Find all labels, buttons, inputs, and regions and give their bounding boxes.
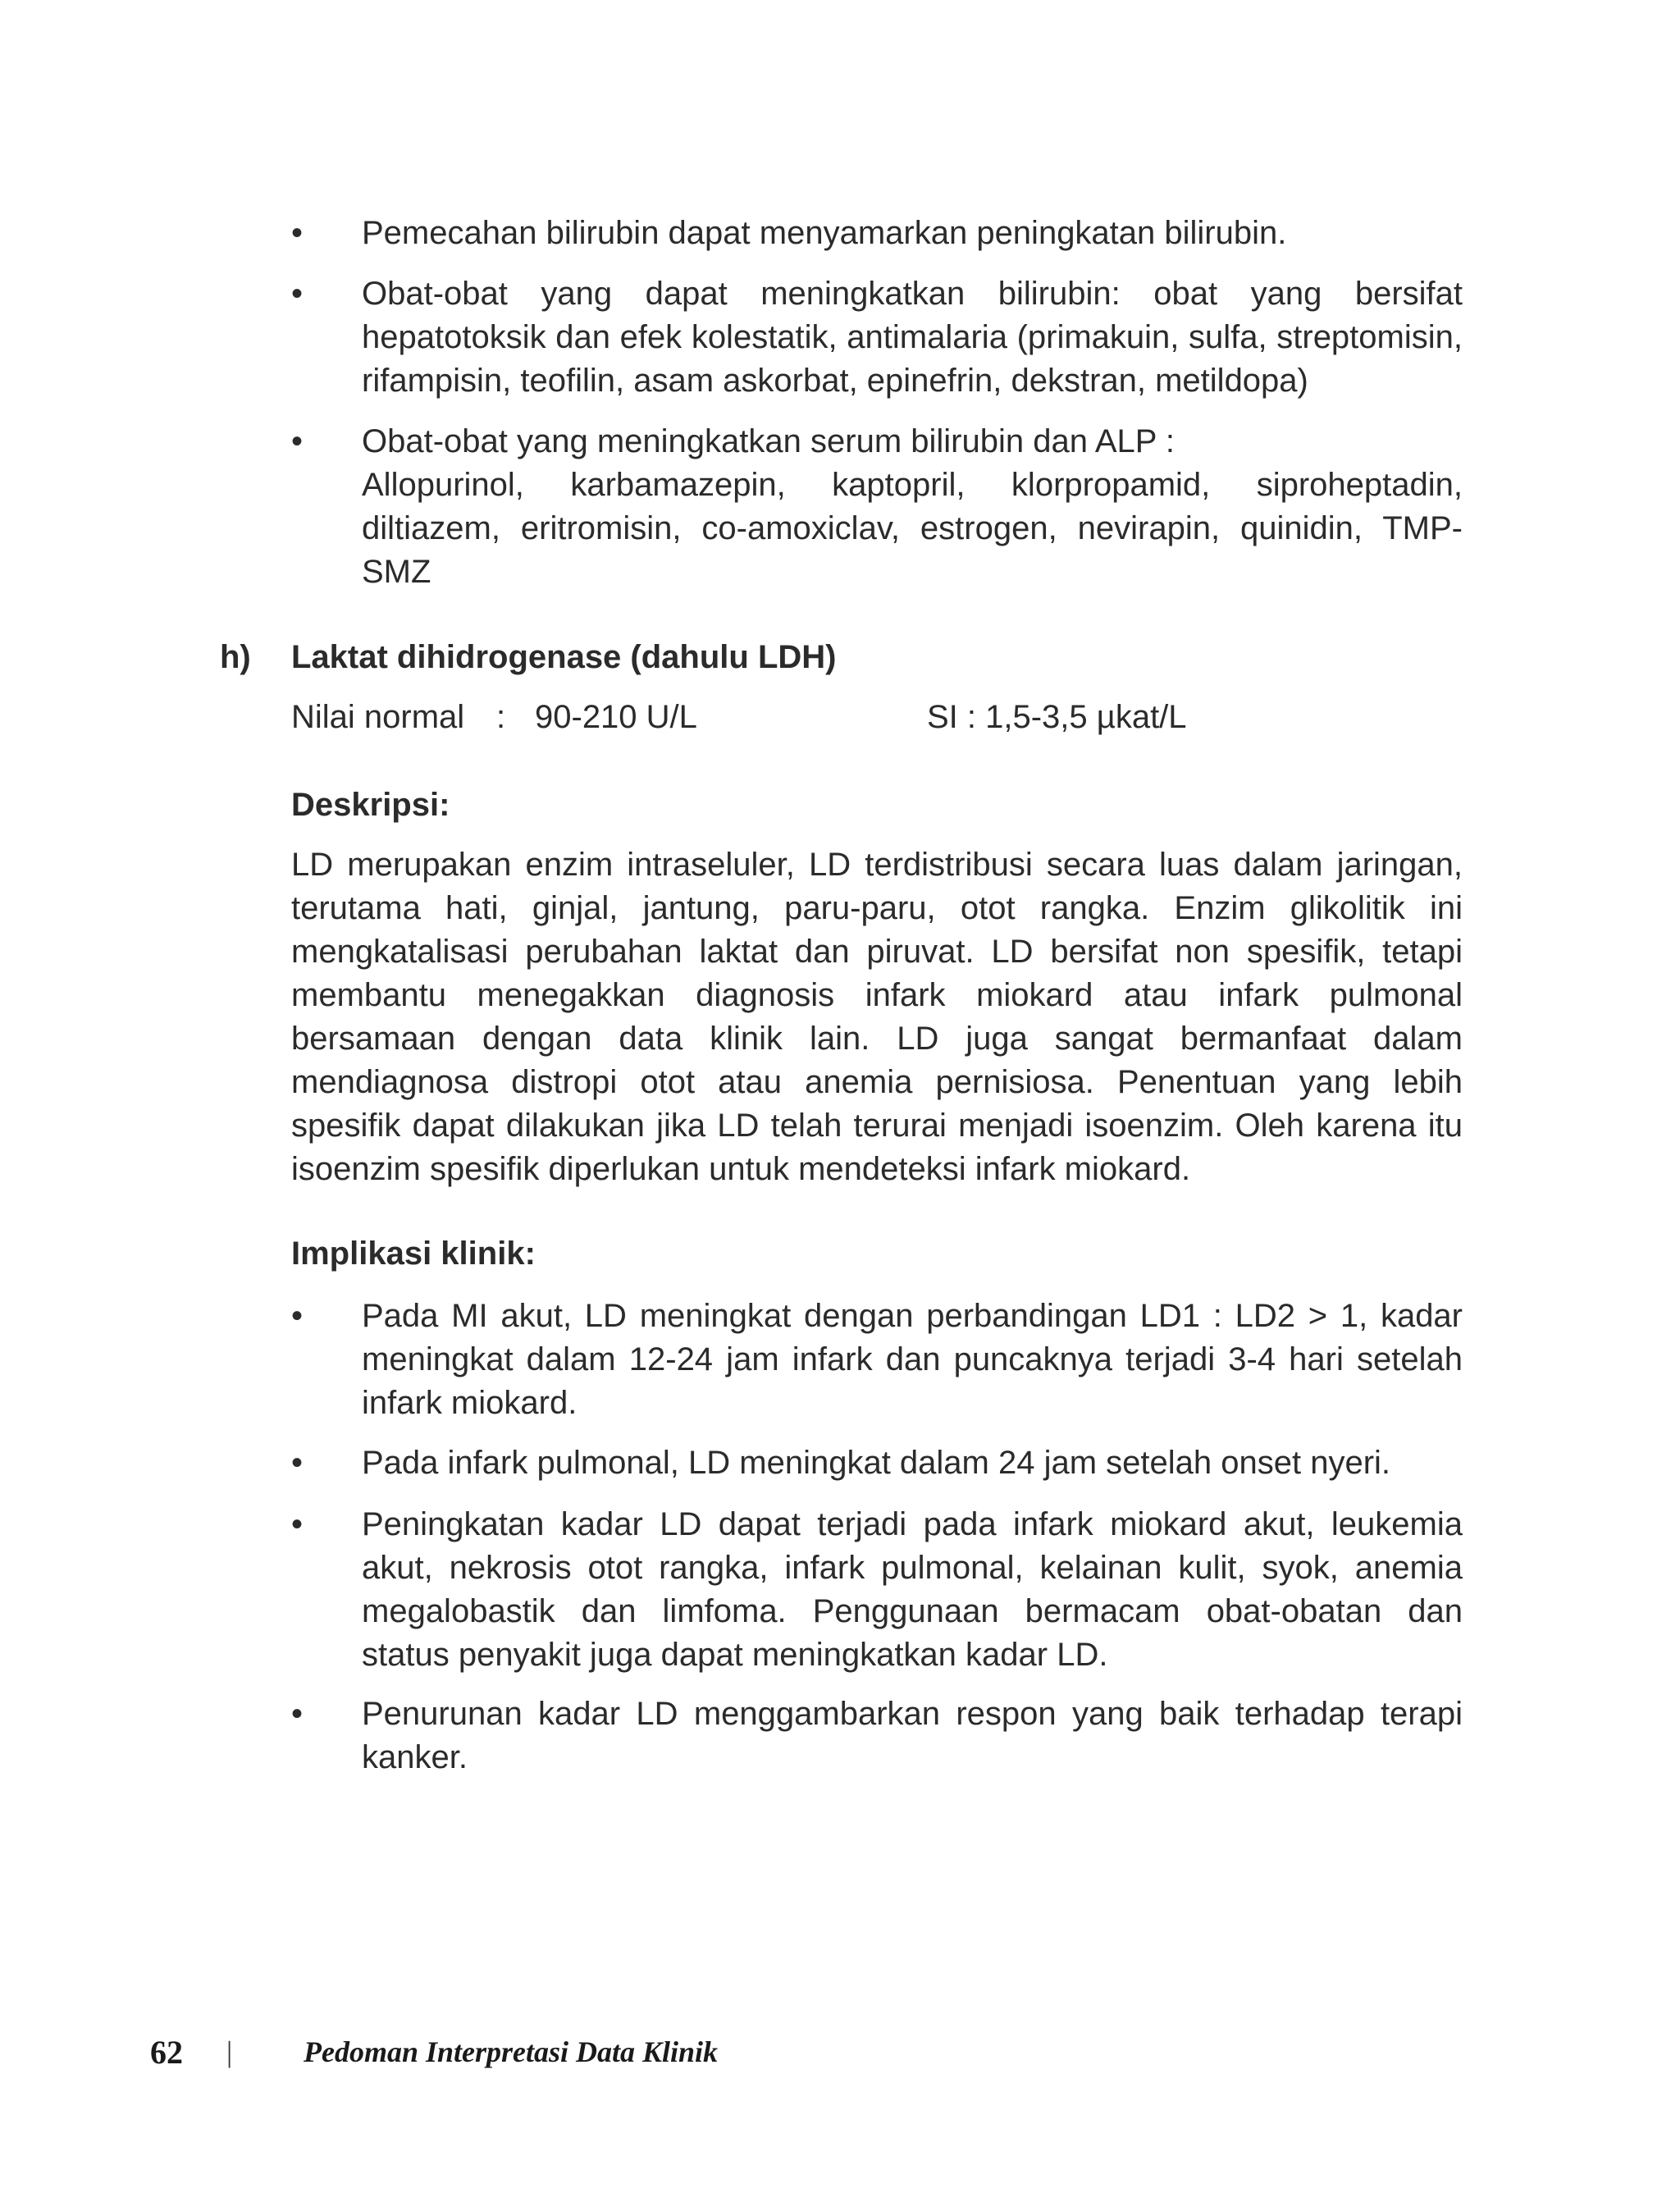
top-bullet-list xyxy=(291,420,1463,594)
top-bullet-list xyxy=(291,272,1463,403)
section-letter: h) xyxy=(220,639,251,675)
list-item-line: diltiazem, eritromisin, co-amoxiclav, estrogen, nevirapin, quinidin, TMP- xyxy=(362,510,1463,546)
list-item-line: kanker. xyxy=(362,1739,468,1775)
list-item-line: megalobastik dan limfoma. Penggunaan bermacam obat-obatan dan xyxy=(362,1593,1463,1629)
section-title: Laktat dihidrogenase (dahulu LDH) xyxy=(291,639,837,675)
page-footer xyxy=(150,2033,719,2072)
paragraph-line: terutama hati, ginjal, jantung, paru-paru, otot rangka. Enzim glikolitik ini xyxy=(291,890,1463,926)
paragraph-line: membantu menegakkan diagnosis infark miokard atau infark pulmonal xyxy=(291,977,1463,1013)
bullet-marker: • xyxy=(291,1506,304,1542)
page-number: 62 xyxy=(150,2034,183,2071)
paragraph-line: mengkatalisasi perubahan laktat dan piruvat. LD bersifat non spesifik, tetapi xyxy=(291,934,1463,970)
implication-bullet-list xyxy=(291,1441,1463,1485)
book-title: Pedoman Interpretasi Data Klinik xyxy=(304,2035,719,2068)
description-paragraph xyxy=(291,843,1463,1191)
bullet-marker: • xyxy=(291,1696,304,1732)
implication-bullet-list xyxy=(291,1693,1463,1779)
paragraph-line: LD merupakan enzim intraseluler, LD terdistribusi secara luas dalam jaringan, xyxy=(291,847,1463,883)
paragraph-line: spesifik dapat dilakukan jika LD telah terurai menjadi isoenzim. Oleh karena itu xyxy=(291,1108,1463,1144)
list-item-line: infark miokard. xyxy=(362,1385,578,1421)
list-item xyxy=(291,1295,1463,1425)
normal-colon: : xyxy=(496,699,506,735)
bullet-marker: • xyxy=(291,276,304,312)
implication-bullet-list xyxy=(291,1503,1463,1677)
bullet-marker: • xyxy=(291,1298,304,1334)
paragraph-line: bersamaan dengan data klinik lain. LD juga sangat bermanfaat dalam xyxy=(291,1021,1463,1057)
list-item xyxy=(291,272,1463,403)
normal-value-row xyxy=(291,696,1187,739)
normal-label: Nilai normal xyxy=(291,699,465,735)
list-item-line: Penurunan kadar LD menggambarkan respon yang baik terhadap terapi xyxy=(362,1696,1463,1732)
list-item-line: Pada infark pulmonal, LD meningkat dalam 24 jam setelah onset nyeri. xyxy=(362,1445,1391,1481)
list-item-line: meningkat dalam 12-24 jam infark dan puncaknya terjadi 3-4 hari setelah xyxy=(362,1341,1463,1377)
list-item-line: Allopurinol, karbamazepin, kaptopril, klorpropamid, siproheptadin, xyxy=(362,467,1463,503)
list-item xyxy=(291,1693,1463,1779)
list-item-line: rifampisin, teofilin, asam askorbat, epinefrin, dekstran, metildopa) xyxy=(362,363,1308,399)
description-heading: Deskripsi: xyxy=(291,787,450,823)
list-item-line: hepatotoksik dan efek kolestatik, antimalaria (primakuin, sulfa, streptomisin, xyxy=(362,319,1463,355)
list-item xyxy=(291,212,1463,255)
footer-separator: | xyxy=(226,2035,233,2068)
paragraph-line: mendiagnosa distropi otot atau anemia pernisiosa. Penentuan yang lebih xyxy=(291,1064,1463,1100)
bullet-marker: • xyxy=(291,215,304,251)
list-item xyxy=(291,1503,1463,1677)
list-item-line: Peningkatan kadar LD dapat terjadi pada infark miokard akut, leukemia xyxy=(362,1506,1463,1542)
list-item-line: SMZ xyxy=(362,554,431,590)
list-item xyxy=(291,1441,1463,1485)
paragraph-line: isoenzim spesifik diperlukan untuk mendeteksi infark miokard. xyxy=(291,1151,1191,1187)
bullet-marker: • xyxy=(291,423,304,459)
list-item-line: Obat-obat yang meningkatkan serum bilirubin dan ALP : xyxy=(362,423,1175,459)
list-item-line: Pada MI akut, LD meningkat dengan perbandingan LD1 : LD2 > 1, kadar xyxy=(362,1298,1463,1334)
list-item-line: Pemecahan bilirubin dapat menyamarkan peningkatan bilirubin. xyxy=(362,215,1287,251)
si-value: SI : 1,5-3,5 µkat/L xyxy=(927,699,1187,735)
list-item-line: status penyakit juga dapat meningkatkan kadar LD. xyxy=(362,1637,1108,1673)
normal-value: 90-210 U/L xyxy=(535,699,697,735)
list-item-line: Obat-obat yang dapat meningkatkan bilirubin: obat yang bersifat xyxy=(362,276,1463,312)
implication-bullet-list xyxy=(291,1295,1463,1425)
list-item-line: akut, nekrosis otot rangka, infark pulmonal, kelainan kulit, syok, anemia xyxy=(362,1550,1463,1586)
top-bullet-list xyxy=(291,212,1463,255)
bullet-marker: • xyxy=(291,1445,304,1481)
implication-heading: Implikasi klinik: xyxy=(291,1236,536,1272)
list-item xyxy=(291,420,1463,594)
